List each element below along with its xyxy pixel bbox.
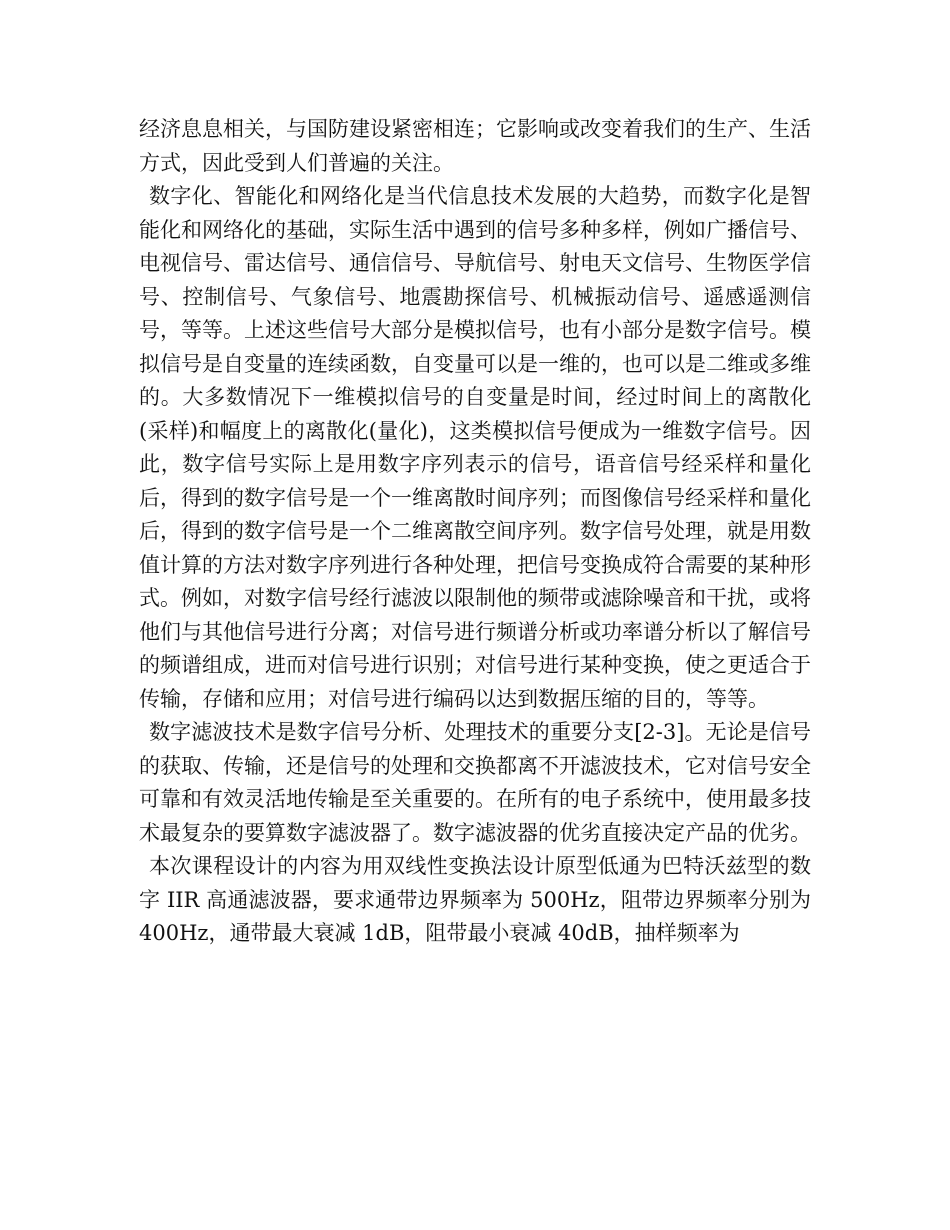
document-body [139, 113, 811, 951]
paragraph-1: 经济息息相关，与国防建设紧密相连；它影响或改变着我们的生产、生活方式，因此受到人们普遍的关注。 [139, 117, 811, 175]
paragraph-4: 本次课程设计的内容为用双线性变换法设计原型低通为巴特沃兹型的数字 IIR 高通滤波器，要求通带边界频率为 500Hz，阻带边界频率分别为 400Hz，通带最大衰减 1dB，阻带最小衰减 40dB，抽样频率为 [139, 854, 811, 945]
paragraph-3: 数字滤波技术是数字信号分析、处理技术的重要分支[2-3]。无论是信号的获取、传输，还是信号的处理和交换都离不开滤波技术，它对信号安全可靠和有效灵活地传输是至关重要的。在所有的电子系统中，使用最多技术最复杂的要算数字滤波器了。数字滤波器的优劣直接决定产品的优劣。 [139, 720, 811, 845]
paragraph-2: 数字化、智能化和网络化是当代信息技术发展的大趋势，而数字化是智能化和网络化的基础，实际生活中遇到的信号多种多样，例如广播信号、电视信号、雷达信号、通信信号、导航信号、射电天文信号、生物医学信号、控制信号、气象信号、地震勘探信号、机械振动信号、遥感遥测信号，等等。上述这些信号大部分是模拟信号，也有小部分是数字信号。模拟信号是自变量的连续函数，自变量可以是一维的，也可以是二维或多维的。大多数情况下一维模拟信号的自变量是时间，经过时间上的离散化(采样)和幅度上的离散化(量化)，这类模拟信号便成为一维数字信号。因此，数字信号实际上是用数字序列表示的信号，语音信号经采样和量化后，得到的数字信号是一个一维离散时间序列；而图像信号经采样和量化后，得到的数字信号是一个二维离散空间序列。数字信号处理，就是用数值计算的方法对数字序列进行各种处理，把信号变换成符合需要的某种形式。例如，对数字信号经行滤波以限制他的频带或滤除噪音和干扰，或将他们与其他信号进行分离；对信号进行频谱分析或功率谱分析以了解信号的频谱组成，进而对信号进行识别；对信号进行某种变换，使之更适合于传输，存储和应用；对信号进行编码以达到数据压缩的目的，等等。 [139, 184, 811, 711]
